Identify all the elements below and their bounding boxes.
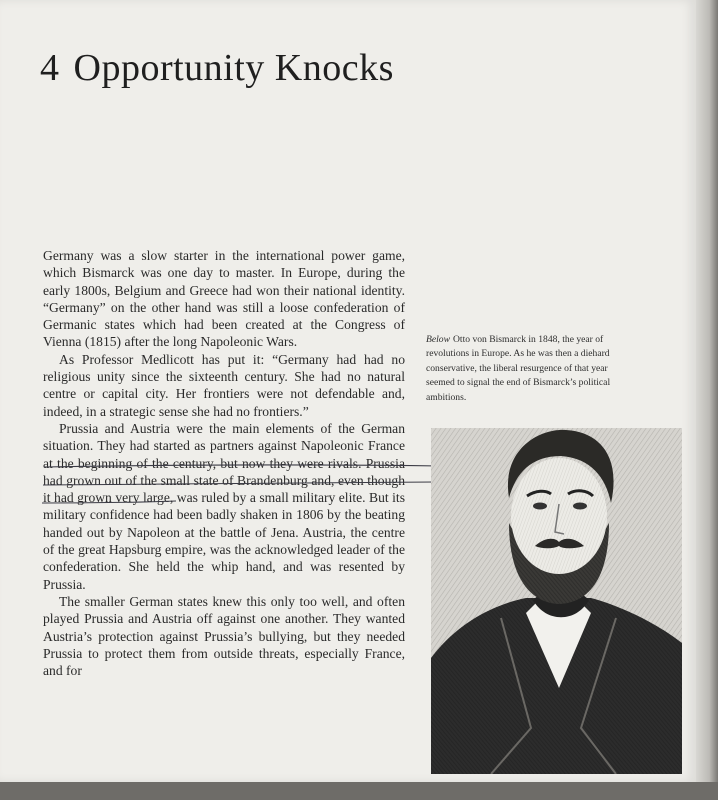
bismarck-portrait (431, 428, 682, 774)
chapter-title: Opportunity Knocks (73, 47, 394, 89)
paragraph: Prussia and Austria were the main elements of the German situation. They had started as partners against Napoleonic France at the beginning of the century, but now they were rivals. Prussia had grown out of the small state of Brandenburg and, even though it had grown very large, was ruled by a small military elite. But its military confidence had been badly shaken in 1806 by the beating handed out by Napoleon at the battle of Jena. Austria, the centre of the great Hapsburg empire, was the acknowledged leader of the confederation. She held the whip hand, and was resented by Prussia. (43, 420, 405, 592)
page-bottom-edge (0, 782, 718, 800)
engraving-image (431, 428, 682, 774)
chapter-number: 4 (40, 47, 60, 89)
caption-label: Below (426, 334, 450, 345)
page-edge (696, 0, 718, 782)
paragraph: The smaller German states knew this only too well, and often played Prussia and Austria off against one another. They wanted Austria’s protection against Prussia’s bullying, but they needed Prussia to protect them from outside threats, especially France, and for (43, 593, 405, 679)
paragraph: As Professor Medlicott has put it: “Germany had had no religious unity since the sixteenth century. She had no natural centre or capital city. Her frontiers were not defendable and, indeed, in a strategic sense she had no frontiers.” (43, 351, 405, 419)
chapter-heading (40, 46, 394, 90)
caption-text: Otto von Bismarck in 1848, the year of revolutions in Europe. As he was then a diehard conservative, the liberal resurgence of that year seemed to signal the end of Bismarck’s political ambitions. (426, 334, 611, 403)
paragraph: Germany was a slow starter in the international power game, which Bismarck was one day to master. In Europe, during the early 1800s, Belgium and Greece had won their national identity. “Germany” on the other hand was still a loose confederation of Germanic states which had been created at the Congress of Vienna (1815) after the long Napoleonic Wars. (43, 248, 405, 350)
portrait-caption (426, 333, 624, 405)
body-text (43, 247, 405, 679)
